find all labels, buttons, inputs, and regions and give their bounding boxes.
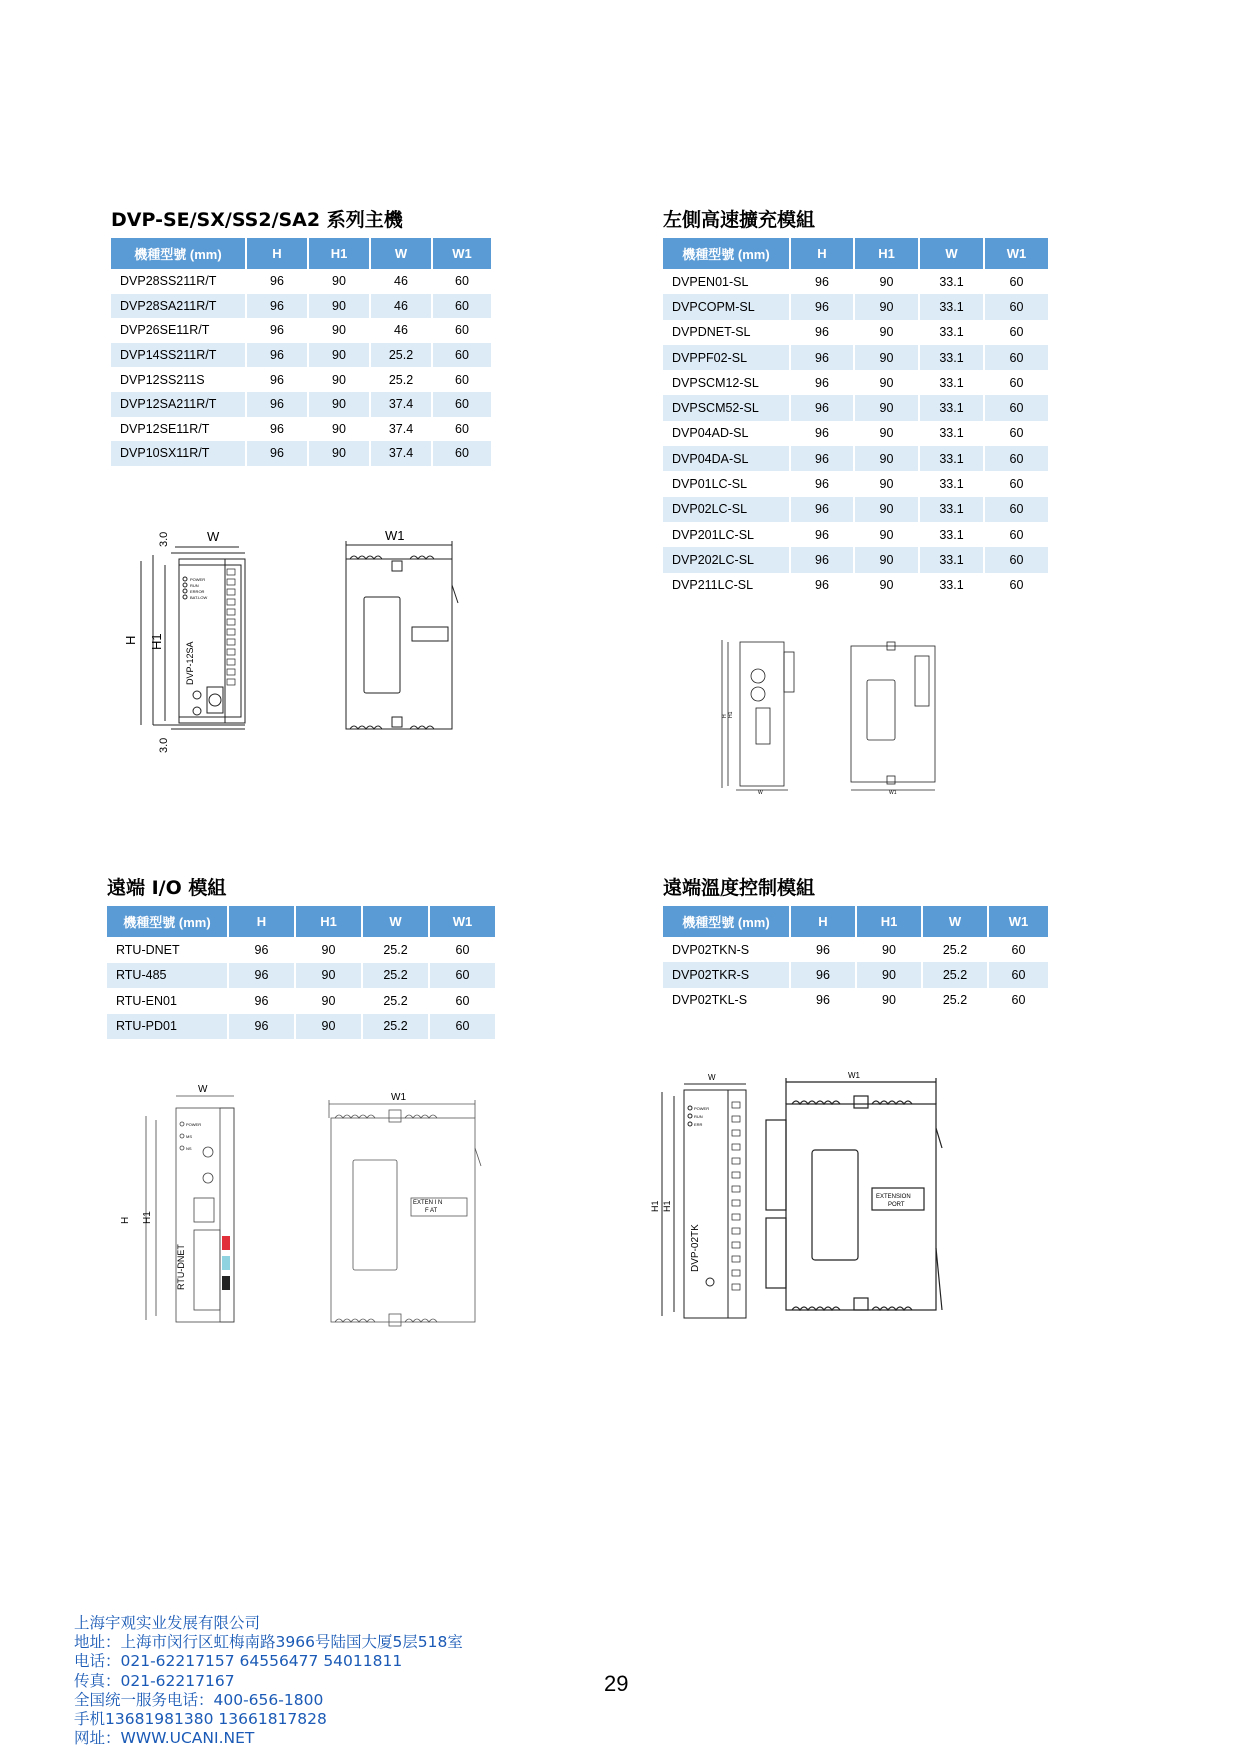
- value-cell: 33.1: [919, 421, 984, 446]
- drawing-rtu-side: [325, 1090, 485, 1330]
- rtu-led-power: POWER: [186, 1122, 202, 1127]
- value-cell: 96: [790, 320, 854, 345]
- h-header: H: [790, 238, 854, 269]
- drawing-tk-side: [762, 1068, 962, 1320]
- value-cell: 25.2: [922, 937, 988, 962]
- dim-gap-bottom-label: 3.0: [158, 737, 170, 753]
- value-cell: 60: [432, 392, 491, 417]
- dim-h-label: H: [123, 635, 138, 645]
- rtu-ext-port-line2: F AT: [425, 1208, 438, 1214]
- drawing-main-side: [340, 525, 460, 735]
- footer-contact: [74, 1614, 463, 1748]
- value-cell: 96: [790, 497, 854, 522]
- w1-header: W1: [429, 906, 495, 937]
- led-error: ERROR: [190, 589, 205, 594]
- drawing-main-front: [125, 525, 265, 757]
- value-cell: 33.1: [919, 471, 984, 496]
- drawing-leftext-side: [845, 636, 945, 796]
- value-cell: 90: [854, 269, 919, 294]
- table-row: [111, 318, 491, 343]
- tk-led-power: POWER: [694, 1106, 710, 1111]
- value-cell: 33.1: [919, 345, 984, 370]
- value-cell: 33.1: [919, 497, 984, 522]
- drawing-tk-front: [650, 1072, 760, 1324]
- value-cell: 60: [984, 522, 1048, 547]
- value-cell: 90: [854, 522, 919, 547]
- footer-phone: 电话：021-62217157 64556477 54011811: [74, 1652, 403, 1671]
- value-cell: 90: [854, 320, 919, 345]
- table-row: [663, 421, 1048, 446]
- table-remote-temp: [663, 906, 1048, 1013]
- value-cell: 25.2: [362, 988, 429, 1014]
- value-cell: 96: [790, 547, 854, 572]
- value-cell: 60: [984, 497, 1048, 522]
- section-remote-io: [107, 873, 495, 1039]
- value-cell: 60: [984, 547, 1048, 572]
- led-run: RUN: [190, 583, 199, 588]
- h1-header: H1: [854, 238, 919, 269]
- value-cell: 96: [790, 421, 854, 446]
- model-cell: DVP01LC-SL: [663, 471, 790, 496]
- table-row: [663, 345, 1048, 370]
- value-cell: 96: [246, 318, 308, 343]
- table-row: [111, 269, 491, 294]
- model-cell: DVP12SE11R/T: [111, 417, 246, 442]
- table-row: [111, 343, 491, 368]
- value-cell: 25.2: [362, 1014, 429, 1040]
- value-cell: 90: [295, 963, 362, 989]
- model-cell: DVP02LC-SL: [663, 497, 790, 522]
- value-cell: 60: [988, 988, 1048, 1013]
- model-cell: DVP10SX11R/T: [111, 441, 246, 466]
- table-row: [111, 417, 491, 442]
- tk-w1-label: W1: [848, 1071, 860, 1080]
- value-cell: 90: [854, 573, 919, 598]
- value-cell: 60: [429, 963, 495, 989]
- value-cell: 90: [295, 937, 362, 963]
- w-header: W: [362, 906, 429, 937]
- value-cell: 60: [984, 395, 1048, 420]
- dim-w-label: W: [207, 529, 220, 544]
- h-header: H: [228, 906, 295, 937]
- w-header: W: [922, 906, 988, 937]
- table-row: [663, 497, 1048, 522]
- value-cell: 60: [988, 962, 1048, 987]
- value-cell: 37.4: [370, 441, 432, 466]
- value-cell: 96: [790, 573, 854, 598]
- model-header: 機種型號 (mm): [663, 238, 790, 269]
- model-cell: DVP201LC-SL: [663, 522, 790, 547]
- w1-header: W1: [988, 906, 1048, 937]
- table-left-ext: [663, 238, 1048, 598]
- model-cell: DVP28SA211R/T: [111, 294, 246, 319]
- value-cell: 25.2: [370, 343, 432, 368]
- value-cell: 96: [246, 269, 308, 294]
- h1-header: H1: [308, 238, 370, 269]
- value-cell: 37.4: [370, 417, 432, 442]
- value-cell: 25.2: [922, 988, 988, 1013]
- table-remote-io: [107, 906, 495, 1039]
- table-row: [111, 294, 491, 319]
- value-cell: 90: [308, 441, 370, 466]
- model-cell: DVP02TKL-S: [663, 988, 790, 1013]
- table-row: [663, 522, 1048, 547]
- value-cell: 60: [432, 318, 491, 343]
- value-cell: 60: [429, 988, 495, 1014]
- value-cell: 96: [790, 395, 854, 420]
- w-header: W: [370, 238, 432, 269]
- leftext-w1-label: W1: [889, 790, 897, 796]
- value-cell: 60: [984, 471, 1048, 496]
- value-cell: 60: [429, 937, 495, 963]
- model-cell: DVPDNET-SL: [663, 320, 790, 345]
- value-cell: 90: [856, 937, 922, 962]
- value-cell: 60: [984, 370, 1048, 395]
- model-cell: DVP02TKN-S: [663, 937, 790, 962]
- value-cell: 90: [308, 294, 370, 319]
- tk-ext-port-line1: EXTENSION: [876, 1194, 911, 1200]
- leftext-h-label: H: [722, 714, 728, 718]
- tk-led-err: ERR: [694, 1122, 703, 1127]
- value-cell: 46: [370, 294, 432, 319]
- value-cell: 90: [295, 1014, 362, 1040]
- value-cell: 96: [790, 522, 854, 547]
- tk-led-run: RUN: [694, 1114, 703, 1119]
- table-row: [107, 988, 495, 1014]
- model-label-main: DVP-12SA: [185, 641, 195, 685]
- value-cell: 33.1: [919, 370, 984, 395]
- value-cell: 96: [246, 417, 308, 442]
- value-cell: 33.1: [919, 446, 984, 471]
- value-cell: 96: [246, 367, 308, 392]
- model-cell: RTU-PD01: [107, 1014, 228, 1040]
- table-row: [663, 294, 1048, 319]
- footer-address: 地址：上海市闵行区虹梅南路3966号陆国大厦5层518室: [74, 1633, 463, 1652]
- table-row: [663, 370, 1048, 395]
- value-cell: 90: [854, 370, 919, 395]
- value-cell: 96: [228, 1014, 295, 1040]
- model-header: 機種型號 (mm): [107, 906, 228, 937]
- value-cell: 96: [790, 345, 854, 370]
- value-cell: 25.2: [362, 963, 429, 989]
- model-cell: DVPEN01-SL: [663, 269, 790, 294]
- table-row: [663, 320, 1048, 345]
- value-cell: 60: [984, 421, 1048, 446]
- model-cell: DVP02TKR-S: [663, 962, 790, 987]
- value-cell: 33.1: [919, 573, 984, 598]
- model-cell: RTU-DNET: [107, 937, 228, 963]
- value-cell: 96: [246, 392, 308, 417]
- value-cell: 90: [308, 367, 370, 392]
- value-cell: 96: [246, 343, 308, 368]
- table-row: [663, 573, 1048, 598]
- value-cell: 96: [228, 963, 295, 989]
- table-row: [663, 988, 1048, 1013]
- value-cell: 96: [790, 988, 856, 1013]
- tk-w-label: W: [708, 1073, 716, 1082]
- rtu-led-ms: MS: [186, 1134, 192, 1139]
- value-cell: 96: [246, 441, 308, 466]
- section-title-left-ext: 左側高速擴充模組: [663, 209, 816, 231]
- footer-fax: 传真：021-62217167: [74, 1671, 235, 1690]
- table-main-units: [111, 238, 491, 466]
- table-row: [663, 962, 1048, 987]
- value-cell: 90: [854, 471, 919, 496]
- section-left-ext: [663, 205, 1048, 598]
- value-cell: 90: [854, 421, 919, 446]
- rtu-ext-port-line1: EXTEN I N: [413, 1200, 443, 1206]
- h-header: H: [790, 906, 856, 937]
- table-row: [111, 367, 491, 392]
- value-cell: 90: [308, 269, 370, 294]
- table-row: [107, 963, 495, 989]
- tk-ext-port-line2: PORT: [888, 1202, 905, 1208]
- value-cell: 96: [790, 370, 854, 395]
- model-cell: DVPCOPM-SL: [663, 294, 790, 319]
- model-cell: DVP26SE11R/T: [111, 318, 246, 343]
- value-cell: 96: [790, 446, 854, 471]
- value-cell: 90: [308, 318, 370, 343]
- value-cell: 60: [432, 417, 491, 442]
- value-cell: 96: [790, 937, 856, 962]
- value-cell: 90: [856, 962, 922, 987]
- footer-web[interactable]: 网址：WWW.UCANI.NET: [74, 1729, 255, 1748]
- value-cell: 60: [432, 269, 491, 294]
- value-cell: 60: [432, 367, 491, 392]
- drawing-leftext-front: [708, 636, 798, 796]
- table-row: [663, 269, 1048, 294]
- tk-h-label: H1: [650, 1200, 660, 1212]
- section-title-main-units: DVP-SE/SX/SS2/SA2 系列主機: [111, 209, 403, 231]
- value-cell: 90: [854, 345, 919, 370]
- footer-company: 上海宇观实业发展有限公司: [74, 1614, 261, 1632]
- led-power: POWER: [190, 577, 206, 582]
- value-cell: 33.1: [919, 547, 984, 572]
- value-cell: 96: [790, 294, 854, 319]
- value-cell: 25.2: [922, 962, 988, 987]
- leftext-h1-label: H1: [728, 711, 734, 718]
- value-cell: 90: [854, 446, 919, 471]
- value-cell: 90: [308, 392, 370, 417]
- model-cell: RTU-485: [107, 963, 228, 989]
- table-row: [663, 547, 1048, 572]
- value-cell: 60: [432, 441, 491, 466]
- value-cell: 90: [854, 294, 919, 319]
- value-cell: 60: [984, 269, 1048, 294]
- model-label-rtu: RTU-DNET: [176, 1244, 186, 1290]
- model-cell: DVP211LC-SL: [663, 573, 790, 598]
- model-cell: DVP12SS211S: [111, 367, 246, 392]
- model-cell: DVPSCM12-SL: [663, 370, 790, 395]
- model-header: 機種型號 (mm): [111, 238, 246, 269]
- value-cell: 60: [984, 573, 1048, 598]
- value-cell: 90: [308, 417, 370, 442]
- model-cell: RTU-EN01: [107, 988, 228, 1014]
- value-cell: 90: [856, 988, 922, 1013]
- value-cell: 25.2: [370, 367, 432, 392]
- value-cell: 60: [988, 937, 1048, 962]
- value-cell: 96: [790, 962, 856, 987]
- value-cell: 60: [432, 343, 491, 368]
- section-remote-temp: [663, 873, 1048, 1013]
- value-cell: 60: [429, 1014, 495, 1040]
- value-cell: 96: [246, 294, 308, 319]
- value-cell: 96: [790, 269, 854, 294]
- dim-gap-top-label: 3.0: [158, 531, 170, 547]
- rtu-h1-label: H1: [142, 1211, 153, 1224]
- section-title-remote-io: 遠端 I/O 模組: [107, 877, 227, 899]
- value-cell: 96: [228, 937, 295, 963]
- table-row: [663, 395, 1048, 420]
- value-cell: 96: [228, 988, 295, 1014]
- value-cell: 90: [295, 988, 362, 1014]
- table-row: [111, 392, 491, 417]
- model-cell: DVP14SS211R/T: [111, 343, 246, 368]
- model-cell: DVP12SA211R/T: [111, 392, 246, 417]
- footer-hotline: 全国统一服务电话：400-656-1800: [74, 1690, 324, 1709]
- h-header: H: [246, 238, 308, 269]
- value-cell: 60: [984, 320, 1048, 345]
- value-cell: 90: [308, 343, 370, 368]
- value-cell: 90: [854, 395, 919, 420]
- w1-header: W1: [984, 238, 1048, 269]
- model-header: 機種型號 (mm): [663, 906, 790, 937]
- model-label-tk: DVP-02TK: [690, 1224, 701, 1272]
- h1-header: H1: [295, 906, 362, 937]
- value-cell: 46: [370, 269, 432, 294]
- value-cell: 90: [854, 497, 919, 522]
- model-cell: DVP04DA-SL: [663, 446, 790, 471]
- value-cell: 46: [370, 318, 432, 343]
- value-cell: 60: [432, 294, 491, 319]
- value-cell: 60: [984, 294, 1048, 319]
- value-cell: 33.1: [919, 294, 984, 319]
- value-cell: 60: [984, 345, 1048, 370]
- section-main-units: [111, 205, 491, 466]
- value-cell: 33.1: [919, 522, 984, 547]
- model-cell: DVPPF02-SL: [663, 345, 790, 370]
- table-row: [663, 446, 1048, 471]
- value-cell: 33.1: [919, 395, 984, 420]
- value-cell: 25.2: [362, 937, 429, 963]
- table-row: [663, 937, 1048, 962]
- value-cell: 33.1: [919, 320, 984, 345]
- drawing-rtu-front: [118, 1080, 248, 1330]
- section-title-remote-temp: 遠端溫度控制模組: [663, 877, 816, 899]
- tk-h1-label: H1: [662, 1200, 672, 1212]
- page-number: 29: [604, 1671, 629, 1696]
- dim-h1-label: H1: [149, 633, 164, 650]
- value-cell: 37.4: [370, 392, 432, 417]
- rtu-h-label: H: [120, 1216, 131, 1224]
- model-cell: DVP202LC-SL: [663, 547, 790, 572]
- value-cell: 90: [854, 547, 919, 572]
- footer-mobile: 手机13681981380 13661817828: [74, 1710, 327, 1729]
- table-row: [663, 471, 1048, 496]
- value-cell: 60: [984, 446, 1048, 471]
- table-row: [111, 441, 491, 466]
- rtu-w1-label: W1: [391, 1092, 406, 1103]
- model-cell: DVP04AD-SL: [663, 421, 790, 446]
- rtu-w-label: W: [198, 1084, 208, 1095]
- w1-header: W1: [432, 238, 491, 269]
- table-row: [107, 1014, 495, 1040]
- rtu-led-ns: NS: [186, 1146, 192, 1151]
- table-row: [107, 937, 495, 963]
- value-cell: 96: [790, 471, 854, 496]
- value-cell: 33.1: [919, 269, 984, 294]
- w-header: W: [919, 238, 984, 269]
- model-cell: DVP28SS211R/T: [111, 269, 246, 294]
- led-bat-low: BAT.LOW: [190, 595, 208, 600]
- dim-w1-label: W1: [385, 528, 405, 543]
- leftext-w-label: W: [758, 790, 763, 796]
- model-cell: DVPSCM52-SL: [663, 395, 790, 420]
- h1-header: H1: [856, 906, 922, 937]
